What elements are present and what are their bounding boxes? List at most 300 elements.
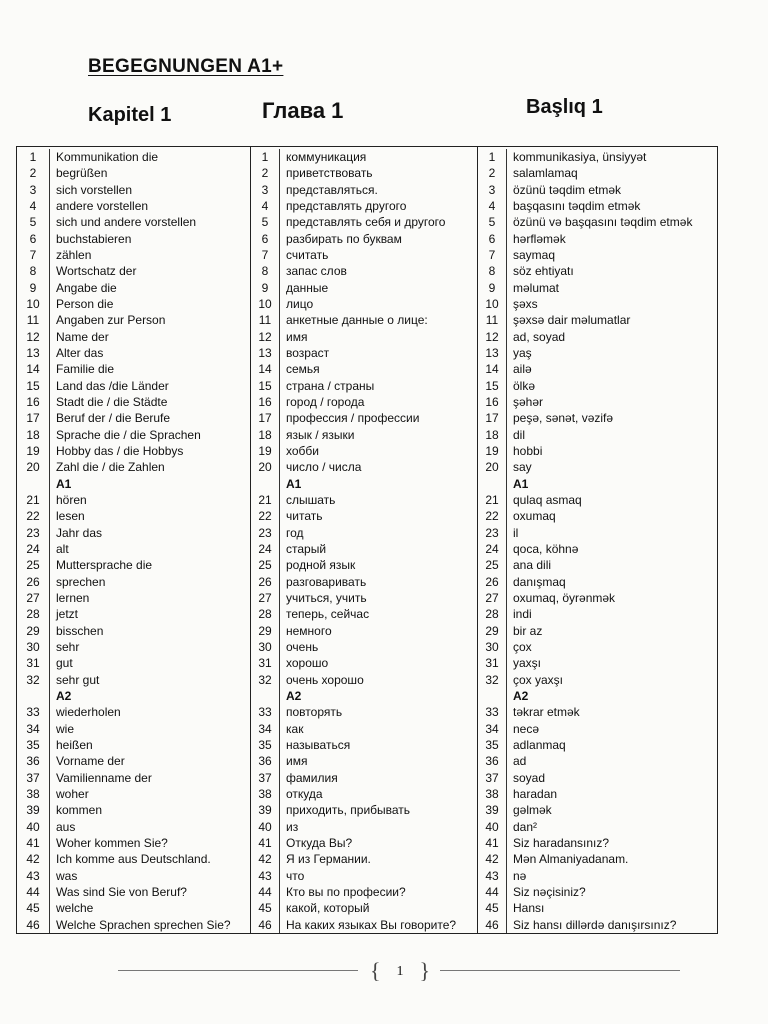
table-row [17,655,250,671]
vocab-term: haradan [513,786,558,801]
table-row [251,149,477,165]
table-row [251,394,477,410]
row-number: 36 [17,753,50,769]
row-number: 30 [478,639,507,655]
row-number: 11 [251,312,280,328]
table-row [478,606,716,622]
vocab-term: коммуникация [286,150,367,165]
vocab-term: запас слов [286,264,347,279]
vocab-term: Jahr das [56,525,103,540]
row-number: 32 [251,672,280,688]
vocab-term: kommunikasiya, ünsiyyət [513,150,647,165]
table-row [478,916,716,932]
vocab-term: was [56,868,78,883]
vocab-term: soyad [513,770,546,785]
vocab-term: Name der [56,329,109,344]
vocab-term: sprechen [56,574,106,589]
vocab-term: семья [286,362,320,377]
vocab-term: язык / языки [286,427,355,442]
vocab-term: saymaq [513,248,556,263]
table-row [478,263,716,279]
row-number: 26 [478,574,507,590]
row-number: 13 [251,345,280,361]
table-row [251,851,477,867]
vocab-term: Welche Sprachen sprechen Sie? [56,917,231,932]
row-number: 33 [478,704,507,720]
row-number: 32 [478,672,507,688]
table-row [17,769,250,785]
vocab-term: sich vorstellen [56,182,133,197]
table-row [251,639,477,655]
row-number: 16 [251,394,280,410]
row-number: 37 [251,769,280,785]
row-number: 10 [251,296,280,312]
vocab-term: учиться, учить [286,591,367,606]
table-row [17,590,250,606]
row-number: 6 [251,231,280,247]
vocab-term: sehr gut [56,672,100,687]
row-number: 20 [251,459,280,475]
vocab-term: şəxs [513,297,538,312]
row-number: 17 [478,410,507,426]
table-row [251,704,477,720]
document-title: BEGEGNUNGEN A1+ [88,56,284,77]
table-row [17,427,250,443]
vocab-term: Woher kommen Sie? [56,835,168,850]
table-row [17,361,250,377]
table-row [17,231,250,247]
vocab-term: разбирать по буквам [286,231,402,246]
row-number: 15 [251,378,280,394]
column-azerbaijani [478,147,716,933]
row-number: 25 [17,557,50,573]
vocab-term: wie [56,721,75,736]
section-label: A2 [513,688,529,703]
row-number: 12 [251,329,280,345]
table-row [17,704,250,720]
table-row [251,165,477,181]
vocab-term: Кто вы по професии? [286,884,406,899]
footer-rule-right [440,970,680,971]
row-number: 41 [251,835,280,851]
table-row [478,296,716,312]
vocab-term: indi [513,607,532,622]
row-number: 19 [17,443,50,459]
table-row [478,851,716,867]
row-number [478,476,507,492]
row-number: 46 [17,916,50,932]
table-row [17,149,250,165]
table-row [251,786,477,802]
table-row [478,525,716,541]
vocab-term: gut [56,656,73,671]
row-number: 6 [478,231,507,247]
row-number: 1 [478,149,507,165]
table-row [478,149,716,165]
table-row [17,247,250,263]
table-row [17,182,250,198]
row-number: 7 [478,247,507,263]
row-number: 28 [251,606,280,622]
table-row [17,802,250,818]
table-row [478,557,716,573]
table-row [478,378,716,394]
row-number: 17 [17,410,50,426]
row-number: 31 [17,655,50,671]
row-number: 18 [17,427,50,443]
table-row [478,231,716,247]
row-number: 33 [17,704,50,720]
row-number: 36 [251,753,280,769]
vocab-term: qoca, köhnə [513,542,579,557]
section-label: A1 [286,476,302,491]
vocab-term: özünü təqdim etmək [513,182,622,197]
vocab-term: gəlmək [513,803,552,818]
table-row [17,165,250,181]
table-row [478,410,716,426]
row-number: 45 [17,900,50,916]
vocab-term: Siz nəçisiniz? [513,884,586,899]
row-number: 5 [17,214,50,230]
section-label-row [251,688,477,704]
vocab-term: Vamilienname der [56,770,152,785]
row-number: 4 [251,198,280,214]
vocab-term: Wortschatz der [56,264,137,279]
row-number: 6 [17,231,50,247]
row-number: 7 [251,247,280,263]
row-number: 1 [251,149,280,165]
row-number: 42 [17,851,50,867]
table-row [478,802,716,818]
vocab-term: представлять себя и другого [286,215,446,230]
row-number: 19 [478,443,507,459]
table-row [17,753,250,769]
table-row [17,410,250,426]
table-row [17,639,250,655]
table-row [478,182,716,198]
row-number: 29 [478,623,507,639]
vocab-term: немного [286,623,332,638]
row-number: 34 [251,720,280,736]
vocab-term: город / города [286,395,365,410]
table-row [251,296,477,312]
row-number: 12 [17,329,50,345]
row-number: 28 [478,606,507,622]
vocab-term: Ich komme aus Deutschland. [56,852,211,867]
row-number: 21 [251,492,280,508]
vocab-term: очень хорошо [286,672,364,687]
row-number: 34 [478,720,507,736]
row-number: 11 [17,312,50,328]
row-number [17,688,50,704]
table-row [251,312,477,328]
row-number: 14 [251,361,280,377]
vocab-term: buchstabieren [56,231,132,246]
vocab-term: dil [513,427,526,442]
row-number: 3 [17,182,50,198]
row-number [17,476,50,492]
table-row [251,557,477,573]
table-row [17,312,250,328]
vocab-term: danışmaq [513,574,566,589]
table-row [478,198,716,214]
page-number: { 1 } [365,958,435,984]
table-row [251,280,477,296]
table-row [478,720,716,736]
row-number: 39 [478,802,507,818]
row-number: 31 [251,655,280,671]
vocab-term: анкетные данные о лице: [286,313,428,328]
row-number: 25 [251,557,280,573]
vocab-term: приветствовать [286,166,373,181]
row-number: 7 [17,247,50,263]
table-row [251,427,477,443]
vocab-term: ailə [513,362,532,377]
table-row [17,378,250,394]
table-row [251,884,477,900]
row-number: 24 [17,541,50,557]
vocab-term: nə [513,868,527,883]
table-row [251,835,477,851]
vocab-term: yaxşı [513,656,542,671]
row-number: 24 [478,541,507,557]
vocab-term: oxumaq [513,509,556,524]
vocab-term: woher [56,786,89,801]
section-label-row [251,476,477,492]
vocab-term: Muttersprache die [56,558,153,573]
row-number: 37 [17,769,50,785]
table-row [17,263,250,279]
vocab-term: читать [286,509,323,524]
table-row [478,769,716,785]
vocab-term: Hansı [513,901,545,916]
table-row [478,786,716,802]
section-label: A1 [56,476,72,491]
heading-azerbaijani: Başlıq 1 [526,96,603,118]
column-german [17,147,251,933]
table-row [251,900,477,916]
table-row [478,623,716,639]
row-number: 38 [478,786,507,802]
table-row [251,720,477,736]
table-row [478,312,716,328]
row-number: 41 [17,835,50,851]
vocab-term: say [513,460,532,475]
table-row [251,541,477,557]
vocab-term: очень [286,640,319,654]
row-number: 29 [251,623,280,639]
table-row [478,165,716,181]
table-row [251,916,477,932]
table-row [17,574,250,590]
vocab-term: Beruf der / die Berufe [56,411,171,426]
vocab-term: Mən Almaniyadanam. [513,852,629,867]
table-row [478,492,716,508]
row-number: 11 [478,312,507,328]
row-number: 26 [251,574,280,590]
table-row [17,214,250,230]
row-number: 36 [478,753,507,769]
vocab-term: il [513,525,519,540]
row-number: 38 [251,786,280,802]
vocab-term: что [286,868,305,883]
row-number: 20 [17,459,50,475]
row-number [251,476,280,492]
row-number: 22 [478,508,507,524]
table-row [478,459,716,475]
vocab-term: jetzt [56,607,79,622]
table-row [478,443,716,459]
vocab-term: çox [513,640,532,654]
row-number: 33 [251,704,280,720]
table-row [17,672,250,688]
vocab-term: называться [286,737,351,752]
vocab-term: yaş [513,346,532,361]
row-number: 32 [17,672,50,688]
table-row [17,394,250,410]
row-number: 22 [17,508,50,524]
vocab-term: lesen [56,509,85,524]
row-number: 43 [17,867,50,883]
row-number: 10 [478,296,507,312]
table-row [478,672,716,688]
table-row [17,345,250,361]
vocab-term: adlanmaq [513,737,566,752]
section-label-row [478,688,716,704]
table-row [478,427,716,443]
table-row [251,753,477,769]
row-number: 20 [478,459,507,475]
vocab-term: Hobby das / die Hobbys [56,444,184,459]
row-number: 18 [478,427,507,443]
table-row [478,345,716,361]
table-row [251,247,477,263]
column-russian [251,147,478,933]
vocab-term: Familie die [56,362,115,377]
table-row [17,884,250,900]
vocab-term: Was sind Sie von Beruf? [56,884,187,899]
row-number: 4 [478,198,507,214]
table-row [17,900,250,916]
row-number: 44 [251,884,280,900]
table-row [251,182,477,198]
table-row [251,508,477,524]
table-row [478,835,716,851]
vocab-term: возраст [286,346,330,361]
vocab-term: Siz hansı dillərdə danışırsınız? [513,917,677,932]
table-row [251,802,477,818]
table-row [17,720,250,736]
row-number: 39 [251,802,280,818]
table-row [478,639,716,655]
vocab-term: necə [513,721,540,736]
vocab-term: oxumaq, öyrənmək [513,591,616,606]
table-row [251,198,477,214]
row-number: 2 [251,165,280,181]
row-number: 14 [478,361,507,377]
row-number: 35 [478,737,507,753]
table-row [17,606,250,622]
footer-rule-left [118,970,358,971]
vocab-term: salamlamaq [513,166,578,181]
row-number: 8 [17,263,50,279]
vocab-term: welche [56,901,94,916]
vocab-term: профессия / профессии [286,411,420,426]
vocab-term: какой, который [286,901,370,916]
vocab-term: çox yaxşı [513,672,564,687]
table-row [478,884,716,900]
table-row [478,394,716,410]
vocab-term: hobbi [513,444,543,459]
vocab-term: теперь, сейчас [286,607,370,622]
table-row [17,525,250,541]
table-row [478,900,716,916]
table-row [17,737,250,753]
vocab-term: повторять [286,705,343,720]
table-row [251,329,477,345]
row-number: 21 [478,492,507,508]
vocab-term: başqasını təqdim etmək [513,199,641,214]
vocab-term: Sprache die / die Sprachen [56,427,201,442]
vocab-term: söz ehtiyatı [513,264,574,279]
row-number: 22 [251,508,280,524]
row-number: 40 [478,818,507,834]
vocab-term: На каких языках Вы говорите? [286,917,457,932]
table-row [478,737,716,753]
vocab-term: разговаривать [286,574,367,589]
table-row [478,541,716,557]
vocab-term: dan² [513,819,538,834]
row-number: 27 [251,590,280,606]
row-number: 2 [478,165,507,181]
vocab-term: Откуда Вы? [286,835,353,850]
vocab-term: из [286,819,299,834]
row-number: 15 [478,378,507,394]
table-row [478,329,716,345]
table-row [17,198,250,214]
table-row [251,606,477,622]
table-row [478,818,716,834]
vocab-term: приходить, прибывать [286,803,411,818]
section-label: A2 [56,688,72,703]
table-row [17,280,250,296]
section-label-row [17,688,250,704]
row-number: 9 [251,280,280,296]
vocab-term: Alter das [56,346,104,361]
vocab-term: представляться. [286,182,378,197]
table-row [251,214,477,230]
vocab-term: Vorname der [56,754,125,769]
vocab-term: старый [286,542,327,557]
table-row [17,443,250,459]
row-number: 40 [17,818,50,834]
row-number: 9 [17,280,50,296]
row-number: 15 [17,378,50,394]
section-label-row [17,476,250,492]
vocab-term: şəxsə dair məlumatlar [513,313,631,328]
row-number: 18 [251,427,280,443]
section-label: A2 [286,688,302,703]
row-number: 23 [251,525,280,541]
heading-german: Kapitel 1 [88,104,172,126]
vocab-term: alt [56,542,69,557]
table-row [478,280,716,296]
row-number: 23 [17,525,50,541]
table-row [17,867,250,883]
row-number: 3 [478,182,507,198]
vocab-term: sich und andere vorstellen [56,215,197,230]
table-row [251,818,477,834]
